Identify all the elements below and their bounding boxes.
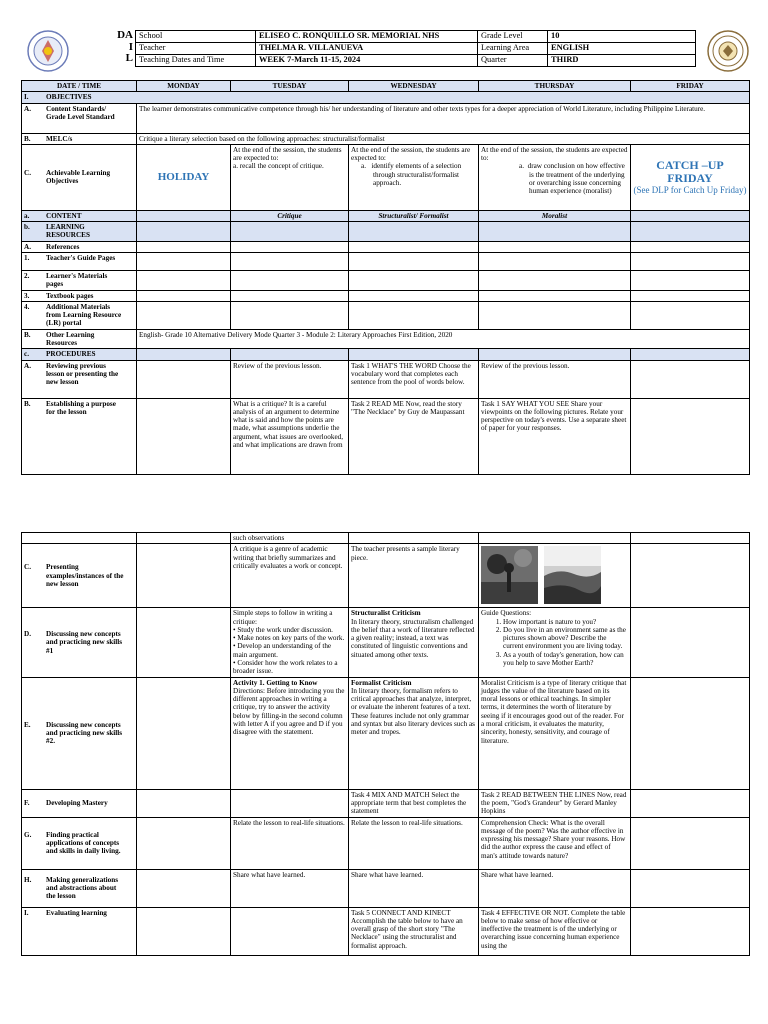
discussing-1-thursday: Guide Questions: 1. How important is nature to you? 2. Do you live in an environment same as the pictures shown above? Describe the current environment you are living today. 3. As a youth of today's generation, how can you help to save Mother Earth?: [479, 608, 631, 677]
nature-photo-1: [481, 546, 538, 604]
row-objectives-label: C. Achievable Learning Objectives: [22, 144, 137, 210]
friday-catch-up: CATCH –UP FRIDAY (See DLP for Catch Up Friday): [631, 144, 750, 210]
row-establishing-label: B. Establishing a purpose for the lesson: [22, 398, 137, 474]
col-thursday: THURSDAY: [479, 81, 631, 92]
critique-step: • Make notes on key parts of the work.: [233, 634, 345, 643]
form-header: [21, 28, 749, 72]
establishing-tuesday-continued: such observations: [231, 533, 349, 544]
section-objectives: I. OBJECTIVES: [22, 92, 750, 103]
school-label: School: [136, 31, 256, 43]
row-developing-mastery-label: F. Developing Mastery: [22, 789, 137, 817]
header-letter-1: DA: [117, 29, 133, 41]
teacher-label: Teacher: [136, 43, 256, 55]
discussing-1-wednesday: Structuralist Criticism In literary theory, structuralism challenged the belief that a work of literature reflected a given reality; instead, a text was constituted of linguistic conventions and situated among other texts.: [349, 608, 479, 677]
guide-question: 1. How important is nature to you?: [503, 618, 628, 626]
practical-applications-wednesday: Relate the lesson to real-life situations.: [349, 817, 479, 869]
developing-mastery-thursday: Task 2 READ BETWEEN THE LINES Now, read the poem, "God's Grandeur" by Gerard Manley Hopkins: [479, 789, 631, 817]
evaluating-wednesday: Task 5 CONNECT AND KINECT Accomplish the table below to have an overall grasp of the short story "The Necklace" using the structuralist and formalist approach.: [349, 907, 479, 955]
row-textbook-pages: 3. Textbook pages: [22, 290, 137, 301]
guide-question: 3. As a youth of today's generation, how can you help to save Mother Earth?: [503, 651, 628, 668]
row-discussing-1-label: D. Discussing new concepts and practicing new skills #1: [22, 608, 137, 677]
row-evaluating-label: I. Evaluating learning: [22, 907, 137, 955]
discussing-2-thursday: Moralist Criticism is a type of literary critique that judges the value of the literature based on its moral lessons or ethical teachings. In simpler terms, it determines the worth of literature by seeing if it encourages good out of the reader. For a moral criticism, it evaluates the maturity, sincerity, honesty, sensitivity, and courage of literature.: [479, 677, 631, 789]
learning-area-value: ENGLISH: [548, 43, 696, 55]
section-procedures: c. PROCEDURES: [22, 349, 137, 360]
row-references: A. References: [22, 241, 137, 252]
reviewing-thursday: Review of the previous lesson.: [479, 360, 631, 398]
row-learners-materials: 2. Learner's Materials pages: [22, 270, 137, 290]
col-tuesday: TUESDAY: [231, 81, 349, 92]
generalizations-thursday: Share what have learned.: [479, 869, 631, 907]
teacher-value: THELMA R. VILLANUEVA: [256, 43, 478, 55]
reviewing-tuesday: Review of the previous lesson.: [231, 360, 349, 398]
critique-step: • Develop an understanding of the main argument.: [233, 642, 332, 659]
content-wednesday: Structuralist/ Formalist: [349, 210, 479, 221]
col-date-time: DATE / TIME: [22, 81, 137, 92]
header-letter-3: L: [125, 52, 133, 64]
learning-area-label: Learning Area: [478, 43, 548, 55]
establishing-wednesday: Task 2 READ ME Now, read the story "The Necklace" by Guy de Maupassant: [349, 398, 479, 474]
reviewing-wednesday: Task 1 WHAT'S THE WORD Choose the vocabulary word that completes each sentence from the pool of words below.: [349, 360, 479, 398]
row-teachers-guide: 1. Teacher's Guide Pages: [22, 252, 137, 270]
critique-step: • Study the work under discussion.: [233, 625, 333, 634]
deped-seal-icon: [27, 30, 69, 72]
content-tuesday: Critique: [231, 210, 349, 221]
discussing-2-tuesday: Activity 1. Getting to Know Directions: Before introducing you the different approaches in writing a critique, try to answer the activity below by filling-in the second column with letter A if you agree and D if you disagree with the statement.: [231, 677, 349, 789]
row-other-resources-label: B. Other Learning Resources: [22, 329, 137, 349]
generalizations-tuesday: Share what have learned.: [231, 869, 349, 907]
other-resources-text: English- Grade 10 Alternative Delivery Mode Quarter 3 - Module 2: Literary Approaches First Edition, 2020: [137, 329, 750, 349]
quarter-label: Quarter: [478, 55, 548, 67]
developing-mastery-wednesday: Task 4 MIX AND MATCH Select the appropriate term that best completes the statement: [349, 789, 479, 817]
nature-photo-2: [544, 546, 601, 604]
content-standards-text: The learner demonstrates communicative competence through his/ her understanding of literature and other texts types for a deeper appreciation of World Literature, including Philippine Literature.: [137, 103, 750, 133]
row-discussing-2-label: E. Discussing new concepts and practicing new skills #2.: [22, 677, 137, 789]
establishing-thursday: Task 1 SAY WHAT YOU SEE Share your viewpoints on the following pictures. Relate your perspective on today's events. Use a separate sheet of paper for your responses.: [479, 398, 631, 474]
wednesday-objectives: At the end of the session, the students are expected to: a. identify elements of a selection through structuralist/formalist approach.: [349, 144, 479, 210]
grade-level-value: 10: [548, 31, 696, 43]
row-practical-applications-label: G. Finding practical applications of concepts and skills in daily living.: [22, 817, 137, 869]
row-presenting-label: C. Presenting examples/instances of the new lesson: [22, 544, 137, 608]
col-wednesday: WEDNESDAY: [349, 81, 479, 92]
discussing-2-wednesday: Formalist Criticism In literary theory, formalism refers to critical approaches that analyze, interpret, or evaluate the inherent features of a text. These features include not only grammar and syntax but also literary devices such as meter and tropes.: [349, 677, 479, 789]
tuesday-objectives: At the end of the session, the students are expected to: a. recall the concept of critique.: [231, 144, 349, 210]
section-content: a. CONTENT: [22, 210, 137, 221]
header-letter-2: I: [128, 40, 133, 53]
practical-applications-tuesday: Relate the lesson to real-life situations.: [231, 817, 349, 869]
evaluating-thursday: Task 4 EFFECTIVE OR NOT. Complete the table below to make sense of how effective or ineffective the treatment is of the underlying or overarching issue concerning human experience using the: [479, 907, 631, 955]
dll-table-page-2: [21, 532, 749, 956]
guide-question: 2. Do you live in an environment same as the pictures shown above? Describe the current environment you are living today.: [503, 626, 628, 651]
row-reviewing-label: A. Reviewing previous lesson or presenting the new lesson: [22, 360, 137, 398]
establishing-tuesday: What is a critique? It is a careful analysis of an argument to determine what is said and how the points are made, what assumptions underlie the argument, what issues are overlooked, and what implications are drawn from: [231, 398, 349, 474]
row-melcs-label: B. MELC/s: [22, 133, 137, 144]
teaching-dates-label: Teaching Dates and Time: [136, 55, 256, 67]
quarter-value: THIRD: [548, 55, 696, 67]
grade-level-label: Grade Level: [478, 31, 548, 43]
col-monday: MONDAY: [137, 81, 231, 92]
melcs-text: Critique a literary selection based on the following approaches: structuralist/formalist: [137, 133, 750, 144]
row-generalizations-label: H. Making generalizations and abstractions about the lesson: [22, 869, 137, 907]
col-friday: FRIDAY: [631, 81, 750, 92]
teaching-dates-value: WEEK 7-March 11-15, 2024: [256, 55, 478, 67]
content-thursday: Moralist: [479, 210, 631, 221]
monday-holiday: HOLIDAY: [137, 144, 231, 210]
practical-applications-thursday: Comprehension Check: What is the overall message of the poem? Was the author effective in expressing his message? Share your reasons. How did the author express the cause and effect of man's attitude towards nature?: [479, 817, 631, 869]
thursday-objectives: At the end of the session, the students are expected to: a. draw conclusion on how effective is the treatment of the underlying or overarching issue concerning human experience (moralist): [479, 144, 631, 210]
presenting-tuesday: A critique is a genre of academic writing that briefly summarizes and critically evaluates a work or concept.: [231, 544, 349, 608]
generalizations-wednesday: Share what have learned.: [349, 869, 479, 907]
discussing-1-tuesday: Simple steps to follow in writing a critique: • Study the work under discussion. • Make notes on key parts of the work. • Develop an understanding of the main argument. • Consider how the work relates to a broader issue.: [231, 608, 349, 677]
row-additional-materials: 4. Additional Materials from Learning Resource (LR) portal: [22, 301, 137, 329]
dll-table-page-1: [21, 80, 749, 475]
row-content-standards-label: A. Content Standards/ Grade Level Standard: [22, 103, 137, 133]
section-learning-resources: b. LEARNING RESOURCES: [22, 222, 137, 242]
presenting-wednesday: The teacher presents a sample literary piece.: [349, 544, 479, 608]
presenting-thursday-pictures: [479, 544, 631, 608]
school-seal-icon: [707, 30, 749, 72]
critique-step: • Consider how the work relates to a broader issue.: [233, 658, 338, 676]
school-value: ELISEO C. RONQUILLO SR. MEMORIAL NHS: [256, 31, 478, 43]
header-info-table: [135, 30, 696, 67]
